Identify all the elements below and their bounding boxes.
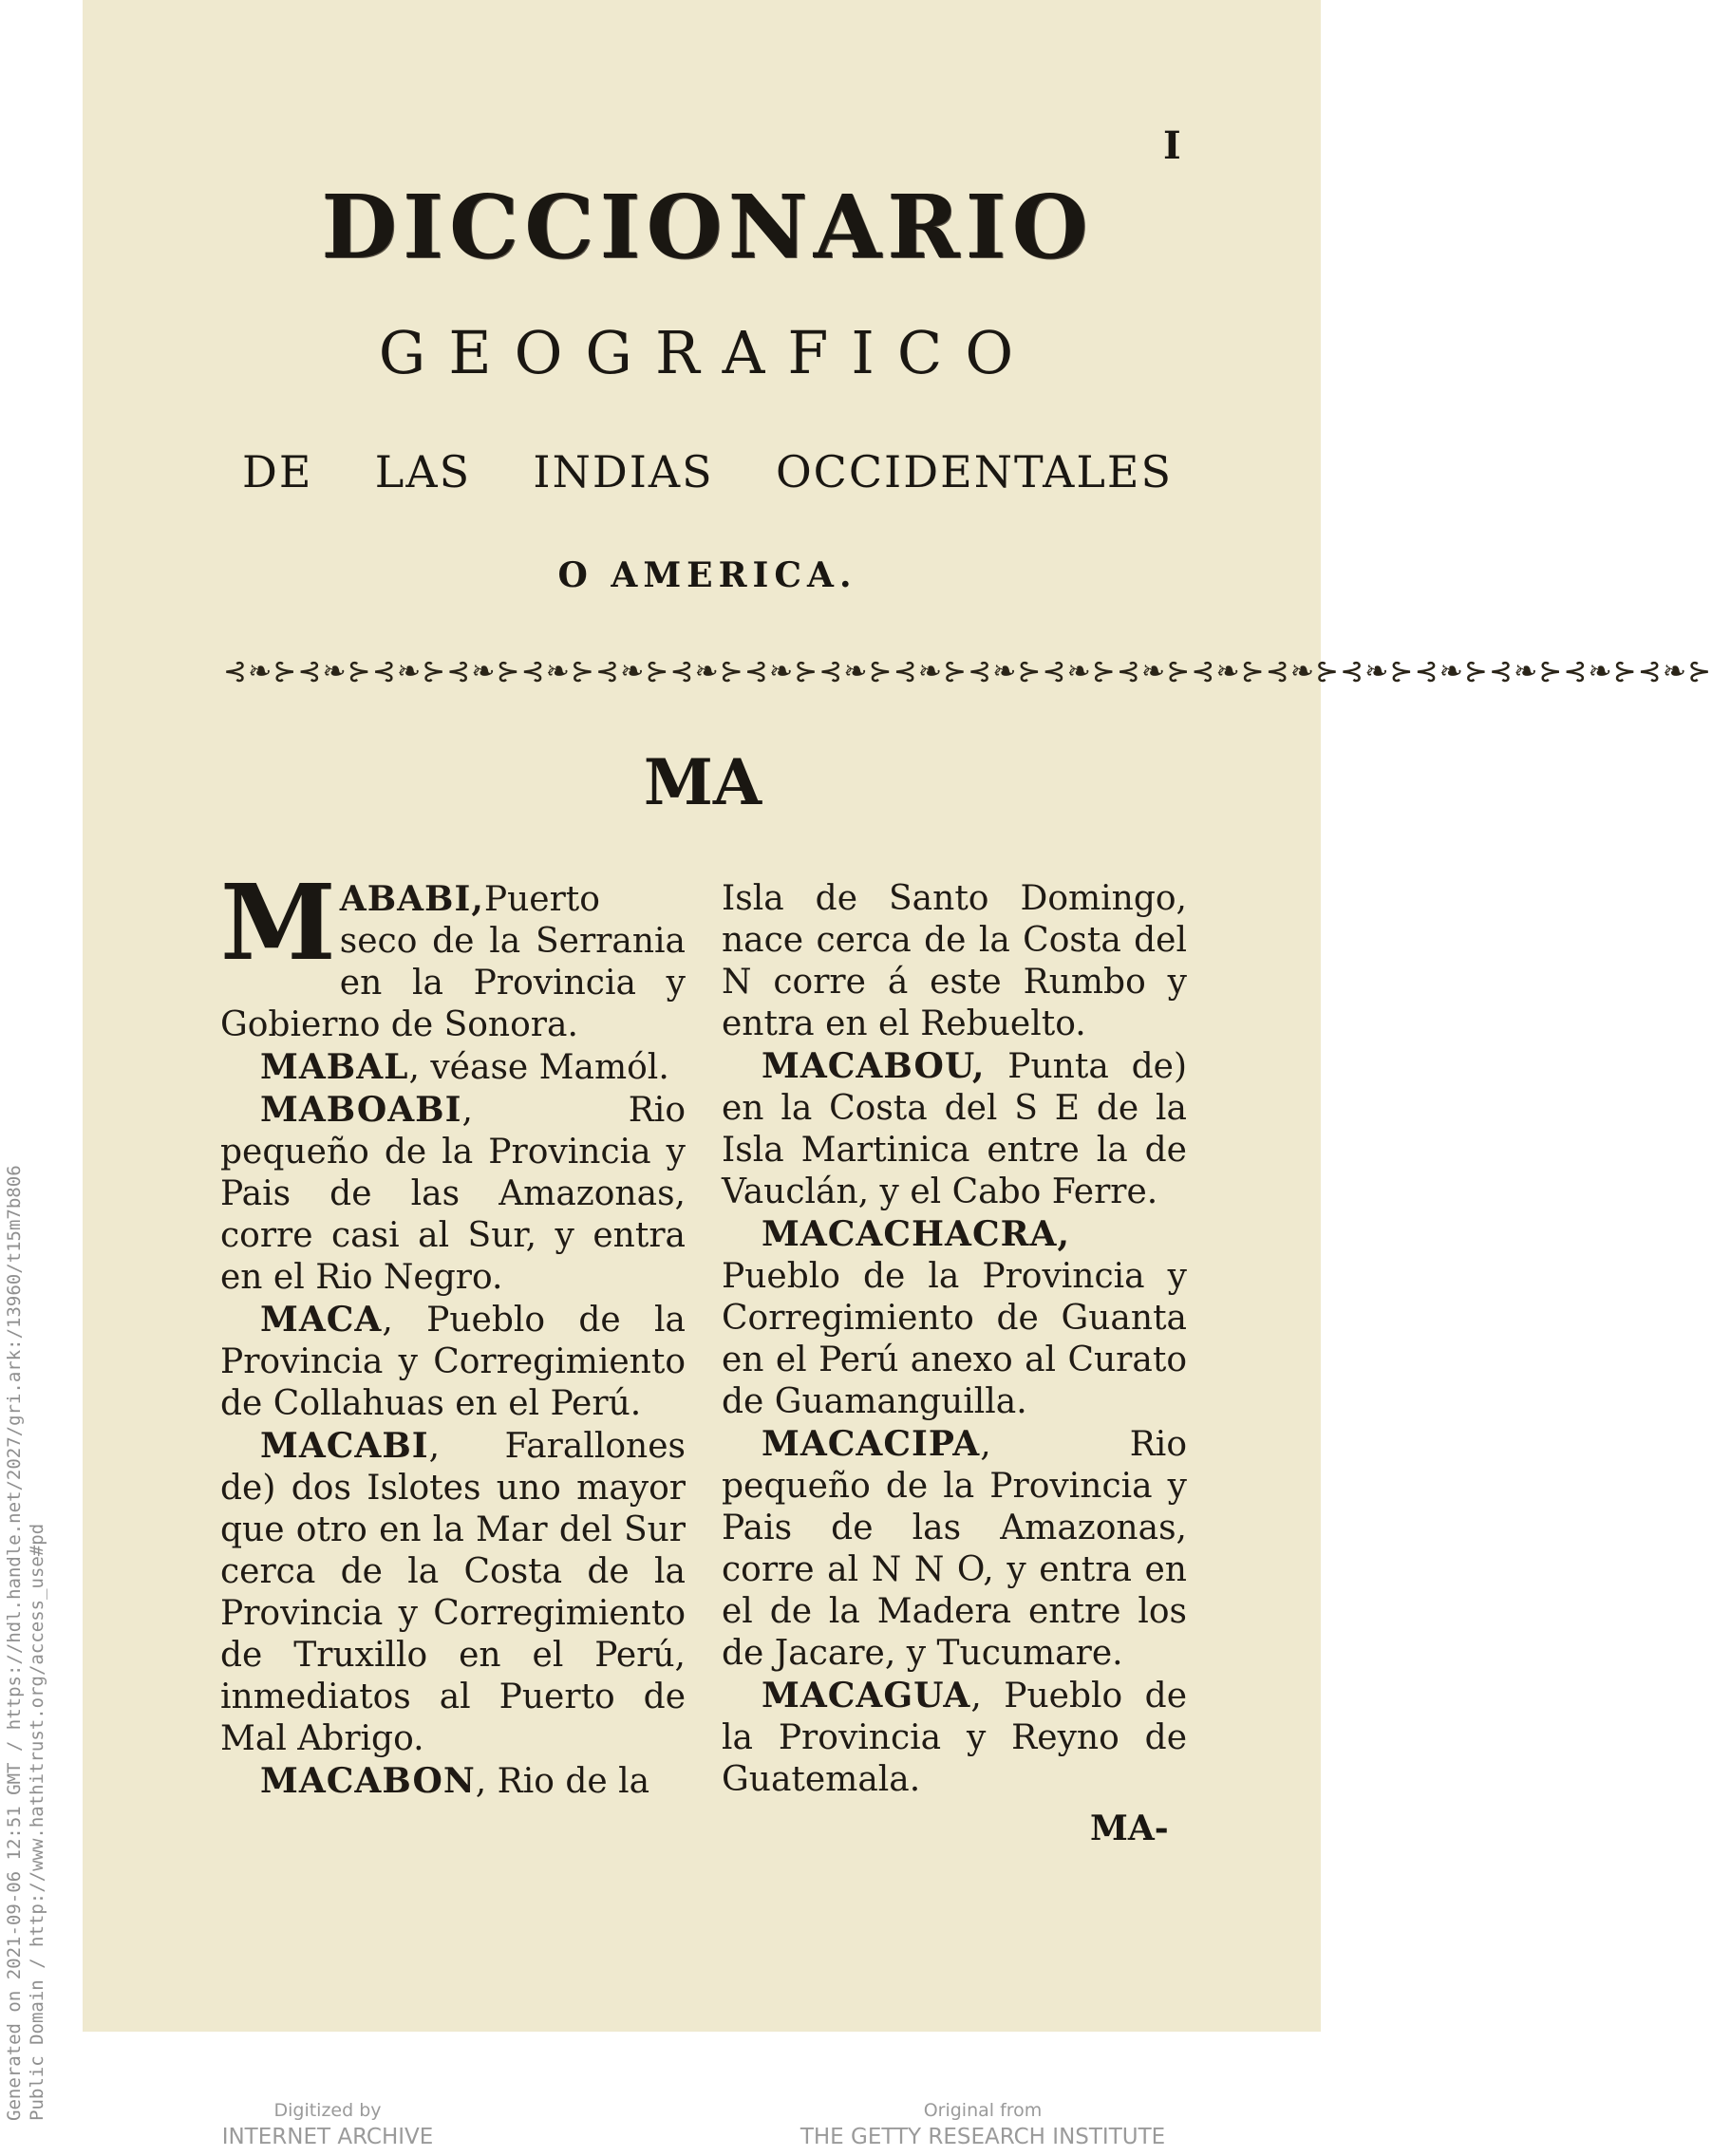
- hathitrust-stamp: [0, 1082, 57, 2127]
- entry-continuation: Isla de Santo Domingo, nace cerca de la Costa del N corre á este Rumbo y entra en el Rebuelto.: [722, 879, 1187, 1043]
- stamp-line-2: Public Domain / http://www.hathitrust.org/access_use#pd: [27, 1523, 47, 2121]
- title-sub: GEOGRAFICO: [378, 318, 1037, 387]
- entry: [722, 1675, 1187, 1801]
- entry-text: , Rio pequeño de la Provincia y Pais de las Amazonas, corre casi al Sur, y entra en el Rio Negro.: [220, 1091, 686, 1297]
- entry: [220, 1299, 686, 1425]
- entry-text: Puerto seco de la Serrania en la Provincia y Gobierno de Sonora.: [220, 880, 686, 1044]
- footer-right-big: THE GETTY RESEARCH INSTITUTE: [800, 2125, 1166, 2149]
- entry-headword: ABABI,: [339, 879, 484, 919]
- entry: [722, 1213, 1187, 1423]
- entry-headword: MACABI: [260, 1426, 429, 1466]
- entry: [220, 861, 686, 1046]
- page-number: I: [1163, 123, 1181, 168]
- title-line-3: O AMERICA.: [557, 555, 857, 595]
- entry-text: , Farallones de) dos Islotes uno mayor que otro en la Mar del Sur cerca de la Costa de la Provincia y Corregimiento de Truxillo en el Perú, inmediatos al Puerto de Mal Abrigo.: [220, 1427, 686, 1758]
- entry-text: , Rio pequeño de la Provincia y Pais de las Amazonas, corre al N N O, y entra en el de la Madera entre los de Jacare, y Tucumare.: [722, 1425, 1187, 1673]
- title-word: LAS: [374, 446, 472, 497]
- drop-cap: M: [220, 861, 336, 984]
- entry: [220, 1089, 686, 1299]
- entry: [722, 1045, 1187, 1213]
- title-word: INDIAS: [533, 446, 714, 497]
- footer-digitized-by: [209, 2100, 446, 2149]
- entry: [220, 1760, 686, 1803]
- entry: [220, 1425, 686, 1760]
- footer-right-small: Original from: [923, 2100, 1043, 2121]
- entry-text: Pueblo de la Provincia y Corregimiento de Guanta en el Perú anexo al Curato de Guamanguilla.: [722, 1257, 1187, 1421]
- entry-headword: MACABON: [260, 1761, 476, 1801]
- entry-text: , Pueblo de la Provincia y Corregimiento de Collahuas en el Perú.: [220, 1301, 686, 1423]
- footer-left-small: Digitized by: [273, 2100, 382, 2121]
- footer-left-big: INTERNET ARCHIVE: [221, 2125, 434, 2149]
- left-column: [220, 861, 686, 1803]
- ornament-divider: ⊰❧⊱⊰❧⊱⊰❧⊱⊰❧⊱⊰❧⊱⊰❧⊱⊰❧⊱⊰❧⊱⊰❧⊱⊰❧⊱⊰❧⊱⊰❧⊱⊰❧⊱⊰❧⊱⊰❧⊱⊰❧⊱⊰❧⊱⊰❧⊱⊰❧⊱⊰❧⊱: [223, 655, 1712, 688]
- entry-headword: MABOABI: [260, 1090, 462, 1130]
- entry-headword: MACA: [260, 1300, 383, 1340]
- footer-original-from: [798, 2100, 1168, 2149]
- entry-text: , Rio de la: [475, 1762, 650, 1801]
- entry-text: Punta de) en la Costa del S E de la Isla Martinica entre la de Vauclán, y el Cabo Ferre.: [722, 1047, 1187, 1211]
- entry-headword: MACACIPA: [762, 1424, 981, 1464]
- entry-text: , Pueblo de la Provincia y Reyno de Guatemala.: [722, 1677, 1187, 1799]
- section-heading: MA: [643, 745, 762, 819]
- title-main: DICCIONARIO: [321, 176, 1094, 278]
- entry-headword: MACAGUA: [762, 1676, 971, 1715]
- entry-headword: MACABOU,: [762, 1046, 986, 1086]
- entry-text: , véase Mamól.: [408, 1048, 669, 1087]
- entry-headword: MACACHACRA,: [762, 1214, 1070, 1254]
- title-word: DE: [242, 446, 313, 497]
- entry-headword: MABAL: [260, 1047, 409, 1087]
- stamp-line-1: Generated on 2021-09-06 12:51 GMT / https://hdl.handle.net/2027/gri.ark:/13960/t15m7b806: [4, 1165, 25, 2121]
- entry: [722, 1423, 1187, 1675]
- entry: [220, 1046, 686, 1089]
- title-word: OCCIDENTALES: [775, 446, 1173, 497]
- title-line: [242, 446, 1173, 497]
- catchword: MA-: [1090, 1809, 1169, 1848]
- right-column: [722, 878, 1187, 1801]
